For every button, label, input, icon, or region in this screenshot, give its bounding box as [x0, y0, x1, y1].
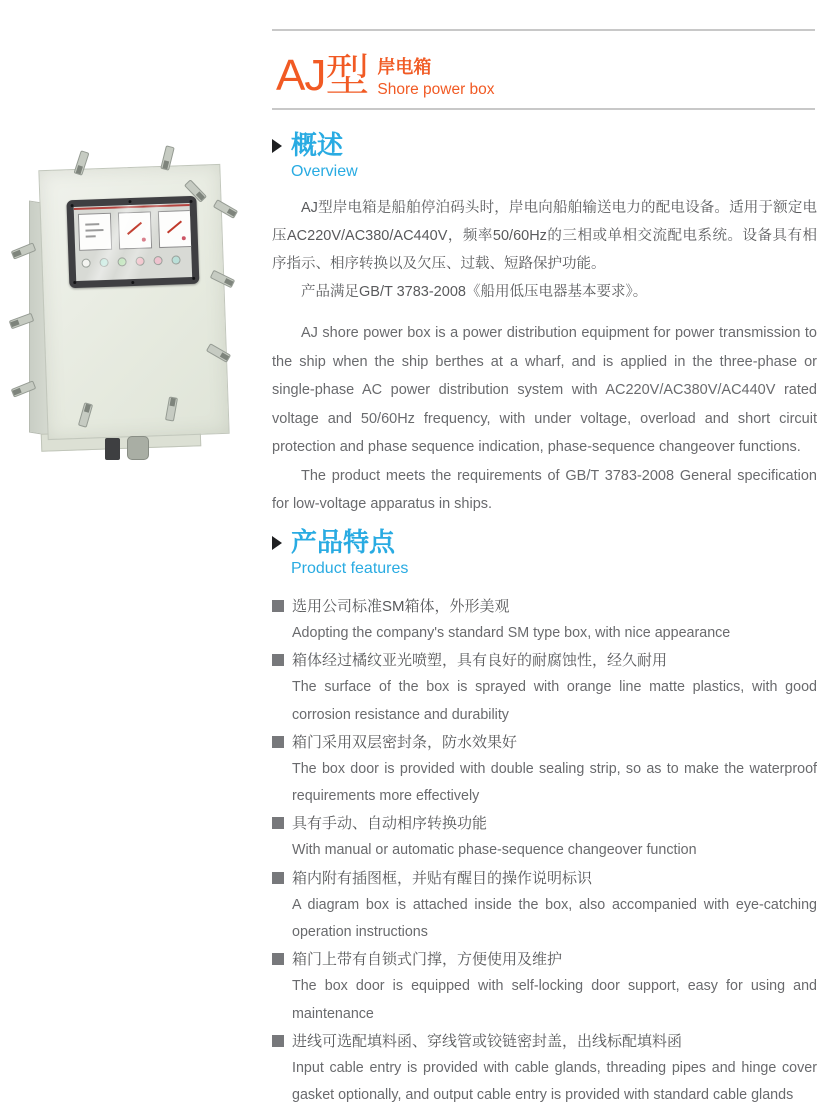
feature-item — [272, 946, 817, 1028]
feature-zh: 箱体经过橘纹亚光喷塑，具有良好的耐腐蚀性，经久耐用 — [292, 652, 668, 670]
cabinet-front-door — [38, 164, 229, 440]
feature-en: Input cable entry is provided with cable glands, threading pipes and hinge cover gasket optionally, and output cable entry is provided with standard cable glands — [292, 1059, 817, 1104]
cable-gland — [127, 436, 149, 460]
bullet-square-icon — [272, 600, 284, 612]
overview-text-zh — [272, 194, 817, 306]
section-marker-icon — [272, 139, 282, 153]
features-heading-zh: 产品特点 — [291, 527, 396, 557]
cable-gland — [105, 438, 120, 460]
bullet-square-icon — [272, 872, 284, 884]
overview-text-en — [272, 319, 817, 519]
glass-reflection — [74, 203, 193, 281]
meter-window — [66, 196, 199, 288]
page-title — [276, 50, 495, 102]
overview-heading — [272, 130, 817, 181]
features-heading-en: Product features — [291, 560, 409, 577]
section-features — [272, 527, 817, 1110]
feature-list — [272, 593, 817, 1110]
meter-panel — [74, 203, 193, 281]
paragraph: The product meets the requirements of GB/T 3783-2008 General specification for low-voltage apparatus in ships. — [272, 467, 817, 512]
paragraph: 产品满足GB/T 3783-2008《船用低压电器基本要求》。 — [301, 284, 648, 300]
feature-zh: 箱内附有插图框，并贴有醒目的操作说明标识 — [292, 869, 593, 887]
feature-en: With manual or automatic phase-sequence changeover function — [292, 842, 697, 859]
product-photo — [15, 145, 260, 470]
feature-zh: 箱门采用双层密封条，防水效果好 — [292, 733, 518, 751]
bullet-square-icon — [272, 736, 284, 748]
overview-heading-zh: 概述 — [291, 130, 344, 160]
feature-en: A diagram box is attached inside the box, also accompanied with eye-catching operation instructions — [292, 896, 817, 941]
features-heading — [272, 527, 817, 578]
paragraph: AJ shore power box is a power distribution equipment for power transmission to the ship when the ship berthes at a wharf, and is applied in the three-phase or single-phase AC power distribution system with AC220V/AC380V/AC440V rated voltage and 50/60Hz frequency, with under voltage, overload and short circuit protection and phase sequence indication, phase-sequence changeover functions. — [272, 325, 817, 455]
divider-top — [272, 29, 815, 31]
feature-item — [272, 729, 817, 811]
feature-item — [272, 593, 817, 647]
feature-en: The box door is equipped with self-locking door support, easy for using and maintenance — [292, 978, 817, 1022]
feature-zh: 箱门上带有自锁式门撑，方便使用及维护 — [292, 951, 563, 969]
feature-zh: 具有手动、自动相序转换功能 — [292, 815, 488, 833]
feature-en: Adopting the company's standard SM type box, with nice appearance — [292, 625, 731, 641]
overview-heading-en: Overview — [291, 163, 358, 180]
feature-en: The box door is provided with double sealing strip, so as to make the waterproof requirements more effectively — [292, 760, 817, 805]
bullet-square-icon — [272, 953, 284, 965]
bullet-square-icon — [272, 1035, 284, 1047]
title-zh: 岸电箱 — [377, 57, 432, 77]
feature-item — [272, 810, 817, 864]
feature-item — [272, 647, 817, 729]
feature-zh: 进线可选配填料函、穿线管或铰链密封盖，出线标配填料函 — [292, 1032, 683, 1050]
model-name: AJ型 — [276, 51, 369, 100]
bullet-square-icon — [272, 817, 284, 829]
section-marker-icon — [272, 536, 282, 550]
divider-title-bottom — [272, 108, 815, 110]
feature-en: The surface of the box is sprayed with orange line matte plastics, with good corrosion resistance and durability — [292, 679, 817, 723]
section-overview — [272, 130, 817, 519]
feature-item — [272, 865, 817, 947]
title-en: Shore power box — [377, 81, 495, 98]
feature-item — [272, 1028, 817, 1110]
feature-zh: 选用公司标准SM箱体，外形美观 — [292, 598, 510, 615]
bullet-square-icon — [272, 654, 284, 666]
paragraph: AJ型岸电箱是船舶停泊码头时，岸电向船舶输送电力的配电设备。适用于额定电压AC220V/AC380/AC440V，频率50/60Hz的三相或单相交流配电系统。设备具有相序指示、相序转换以及欠压、过载、短路保护功能。 — [272, 200, 817, 272]
